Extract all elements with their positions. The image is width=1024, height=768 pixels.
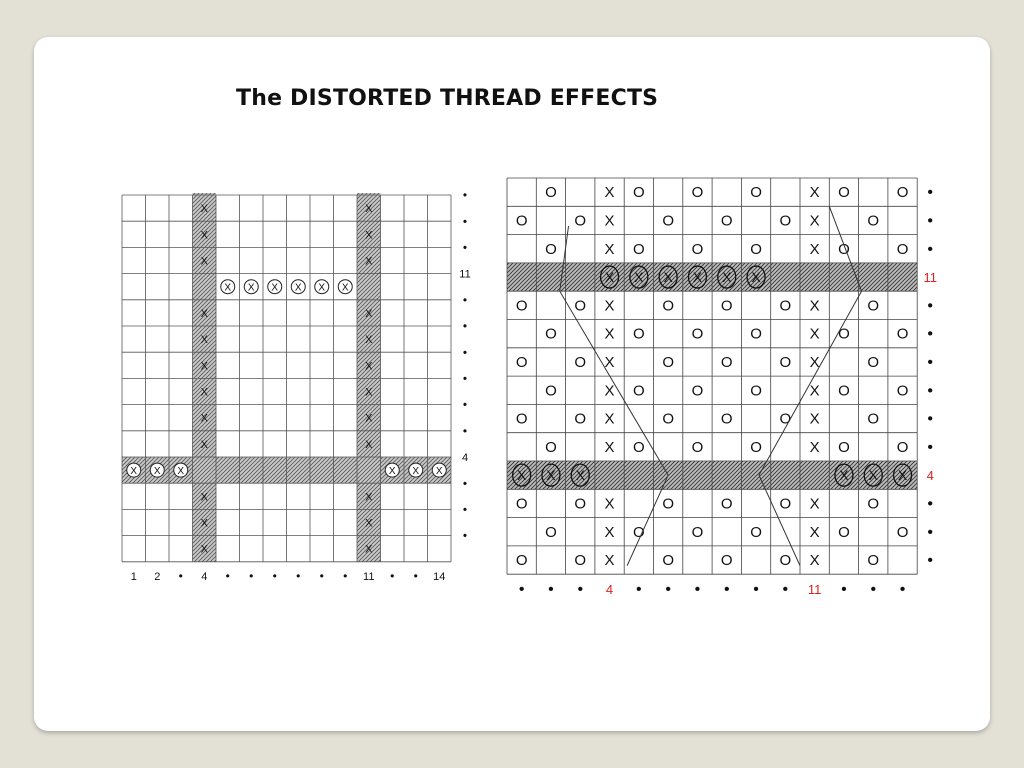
warp-column-shaded: [357, 193, 381, 562]
x-tick-label: 14: [433, 570, 446, 583]
float-mark: O: [838, 382, 850, 400]
float-mark: O: [691, 240, 704, 258]
float-mark: O: [779, 495, 792, 513]
float-mark: O: [633, 438, 645, 456]
float-mark: O: [779, 410, 792, 428]
circled-thread-mark-label: X: [634, 269, 644, 286]
float-mark: O: [691, 325, 704, 343]
y-tick-label: •: [462, 371, 468, 386]
x-tick-label: •: [694, 581, 701, 599]
thread-mark: X: [200, 491, 208, 504]
thread-mark: X: [604, 325, 615, 343]
thread-mark: X: [604, 495, 615, 513]
float-mark: O: [545, 240, 557, 258]
circled-thread-mark-label: X: [435, 466, 443, 478]
thread-mark: X: [604, 438, 615, 456]
float-mark: O: [545, 438, 557, 456]
float-mark: O: [662, 410, 674, 428]
float-mark: O: [750, 523, 762, 541]
float-mark: O: [662, 552, 674, 570]
float-mark: O: [720, 353, 733, 371]
y-tick-label: •: [462, 528, 468, 543]
float-mark: O: [662, 212, 674, 230]
left-weave-chart: [122, 188, 471, 583]
x-tick-label: •: [390, 568, 395, 583]
thread-mark: X: [365, 543, 373, 556]
thread-mark: X: [365, 307, 373, 320]
y-tick-label: •: [927, 325, 934, 343]
warp-column-shaded: [193, 193, 217, 562]
circled-thread-mark-label: X: [177, 466, 185, 478]
y-tick-label: •: [927, 495, 934, 513]
float-mark: O: [633, 382, 645, 400]
x-tick-label: •: [518, 581, 525, 599]
thread-mark: X: [365, 360, 373, 373]
thread-mark: X: [365, 229, 373, 242]
thread-mark: X: [604, 382, 615, 400]
float-mark: O: [896, 382, 909, 400]
right-weave-chart: [507, 178, 937, 598]
thread-mark: X: [809, 297, 820, 315]
thread-mark: X: [604, 297, 615, 315]
float-mark: O: [515, 552, 528, 570]
float-mark: O: [515, 495, 528, 513]
circled-thread-mark-label: X: [516, 467, 527, 484]
y-tick-label: •: [927, 410, 934, 428]
float-mark: O: [515, 212, 528, 230]
y-tick-label: 4: [926, 468, 934, 484]
float-mark: O: [867, 212, 880, 230]
thread-mark: X: [809, 495, 820, 513]
y-tick-label: •: [462, 502, 468, 517]
thread-mark: X: [365, 255, 373, 268]
float-mark: O: [838, 325, 850, 343]
float-mark: O: [545, 325, 557, 343]
x-tick-label: •: [723, 581, 730, 599]
float-mark: O: [779, 552, 792, 570]
x-tick-label: •: [899, 581, 906, 599]
float-mark: O: [633, 523, 645, 541]
circled-thread-mark-label: X: [575, 467, 585, 484]
thread-mark: X: [809, 382, 820, 400]
float-mark: O: [838, 438, 850, 456]
x-tick-label: •: [272, 568, 277, 583]
thread-mark: X: [200, 517, 208, 530]
float-mark: O: [691, 382, 704, 400]
y-tick-label: •: [927, 438, 934, 456]
float-mark: O: [633, 184, 645, 202]
float-mark: O: [662, 353, 674, 371]
float-mark: O: [515, 410, 528, 428]
circled-thread-mark-label: X: [247, 282, 255, 294]
float-mark: O: [779, 212, 792, 230]
y-tick-label: 11: [459, 268, 471, 281]
circled-thread-mark-label: X: [271, 282, 279, 294]
float-mark: O: [515, 297, 528, 315]
y-tick-label: •: [927, 523, 934, 541]
thread-mark: X: [200, 203, 208, 216]
thread-mark: X: [200, 386, 208, 399]
float-mark: O: [662, 297, 674, 315]
x-tick-label: •: [636, 581, 642, 599]
float-mark: O: [691, 438, 704, 456]
thread-mark: X: [809, 325, 820, 343]
float-mark: O: [574, 552, 587, 570]
float-mark: O: [720, 552, 733, 570]
circled-thread-mark-label: X: [897, 467, 908, 484]
thread-mark: X: [809, 212, 820, 230]
float-mark: O: [896, 184, 909, 202]
thread-mark: X: [200, 255, 208, 268]
thread-mark: X: [365, 438, 373, 451]
x-tick-label: 4: [605, 582, 614, 598]
thread-mark: X: [604, 212, 615, 230]
thread-mark: X: [809, 552, 820, 570]
float-mark: O: [545, 184, 557, 202]
y-tick-label: •: [462, 292, 468, 307]
x-tick-label: •: [413, 568, 418, 583]
thread-mark: X: [365, 491, 373, 504]
float-mark: O: [633, 240, 645, 258]
float-mark: O: [720, 410, 733, 428]
y-tick-label: •: [462, 397, 468, 412]
float-mark: O: [545, 382, 557, 400]
thread-mark: X: [604, 240, 615, 258]
float-mark: O: [574, 353, 587, 371]
y-tick-label: •: [462, 214, 468, 229]
x-tick-label: •: [870, 581, 877, 599]
y-tick-label: •: [462, 345, 468, 360]
y-tick-label: •: [462, 476, 468, 491]
y-tick-label: •: [927, 240, 934, 258]
circled-thread-mark-label: X: [692, 269, 703, 286]
y-tick-label: •: [462, 423, 468, 438]
x-tick-label: 4: [201, 570, 208, 583]
thread-mark: X: [365, 203, 373, 216]
circled-thread-mark-label: X: [663, 269, 673, 286]
circled-thread-mark-label: X: [868, 467, 878, 484]
x-tick-label: •: [319, 568, 324, 583]
thread-mark: X: [809, 184, 820, 202]
float-mark: O: [691, 184, 704, 202]
float-mark: O: [867, 495, 880, 513]
circled-thread-mark-label: X: [341, 282, 349, 294]
circled-thread-mark-label: X: [294, 282, 302, 294]
thread-mark: X: [200, 412, 208, 425]
circled-thread-mark-label: X: [546, 467, 556, 484]
x-tick-label: •: [753, 581, 759, 599]
thread-mark: X: [365, 517, 373, 530]
circled-thread-mark-label: X: [318, 282, 326, 294]
x-tick-label: 2: [154, 570, 161, 583]
thread-mark: X: [365, 334, 373, 347]
x-tick-label: •: [548, 581, 554, 599]
float-mark: O: [779, 353, 792, 371]
thread-mark: X: [200, 229, 208, 242]
x-tick-label: •: [249, 568, 254, 583]
float-mark: O: [867, 410, 880, 428]
float-mark: O: [896, 523, 909, 541]
circled-thread-mark-label: X: [224, 282, 232, 294]
float-mark: O: [574, 495, 587, 513]
float-mark: O: [720, 495, 733, 513]
y-tick-label: •: [927, 382, 934, 400]
thread-mark: X: [809, 410, 820, 428]
float-mark: O: [867, 552, 880, 570]
y-tick-label: •: [927, 552, 934, 570]
y-tick-label: •: [462, 240, 468, 255]
x-tick-label: •: [577, 581, 584, 599]
float-mark: O: [867, 353, 880, 371]
x-tick-label: •: [782, 581, 789, 599]
float-mark: O: [896, 240, 909, 258]
float-mark: O: [662, 495, 674, 513]
y-tick-label: •: [462, 188, 468, 203]
circled-thread-mark-label: X: [722, 269, 732, 286]
thread-mark: X: [365, 412, 373, 425]
thread-mark: X: [604, 184, 615, 202]
y-tick-label: •: [927, 212, 934, 230]
thread-mark: X: [200, 307, 208, 320]
y-tick-label: •: [927, 353, 934, 371]
float-mark: O: [574, 297, 587, 315]
y-tick-label: •: [927, 184, 934, 202]
circled-thread-mark-label: X: [412, 466, 420, 478]
float-mark: O: [750, 438, 762, 456]
x-tick-label: •: [296, 568, 301, 583]
x-tick-label: •: [343, 568, 348, 583]
x-tick-label: •: [225, 568, 230, 583]
float-mark: O: [896, 325, 909, 343]
float-mark: O: [720, 297, 733, 315]
thread-mark: X: [809, 240, 820, 258]
thread-mark: X: [604, 410, 615, 428]
x-tick-label: 11: [807, 582, 822, 598]
y-tick-label: 4: [461, 452, 469, 465]
thread-mark: X: [200, 334, 208, 347]
x-tick-label: 1: [130, 570, 137, 583]
float-mark: O: [779, 297, 792, 315]
float-mark: O: [750, 184, 762, 202]
float-mark: O: [750, 382, 762, 400]
slide-title: The DISTORTED THREAD EFFECTS: [236, 86, 659, 111]
float-mark: O: [633, 325, 645, 343]
x-tick-label: •: [841, 581, 847, 599]
float-mark: O: [545, 523, 557, 541]
float-mark: O: [750, 240, 762, 258]
circled-thread-mark-label: X: [153, 466, 161, 478]
float-mark: O: [574, 212, 587, 230]
float-mark: O: [750, 325, 762, 343]
float-mark: O: [720, 212, 733, 230]
thread-mark: X: [200, 543, 208, 556]
x-tick-label: •: [178, 568, 183, 583]
float-mark: O: [515, 353, 528, 371]
float-mark: O: [574, 410, 587, 428]
thread-mark: X: [604, 523, 615, 541]
circled-thread-mark-label: X: [604, 269, 615, 286]
float-mark: O: [691, 523, 704, 541]
float-mark: O: [838, 523, 850, 541]
thread-mark: X: [809, 438, 820, 456]
thread-mark: X: [365, 386, 373, 399]
thread-mark: X: [809, 353, 820, 371]
thread-mark: X: [604, 353, 615, 371]
float-mark: O: [838, 184, 850, 202]
thread-mark: X: [200, 360, 208, 373]
circled-thread-mark-label: X: [388, 466, 396, 478]
circled-thread-mark-label: X: [839, 467, 849, 484]
thread-mark: X: [200, 438, 208, 451]
float-mark: O: [867, 297, 880, 315]
float-mark: O: [838, 240, 850, 258]
float-mark: O: [896, 438, 909, 456]
circled-thread-mark-label: X: [751, 269, 761, 286]
circled-thread-mark-label: X: [130, 466, 138, 478]
y-tick-label: 11: [923, 270, 937, 286]
thread-mark: X: [809, 523, 820, 541]
x-tick-label: 11: [363, 570, 375, 583]
thread-mark: X: [604, 552, 615, 570]
y-tick-label: •: [462, 319, 468, 334]
x-tick-label: •: [665, 581, 671, 599]
y-tick-label: •: [927, 297, 934, 315]
